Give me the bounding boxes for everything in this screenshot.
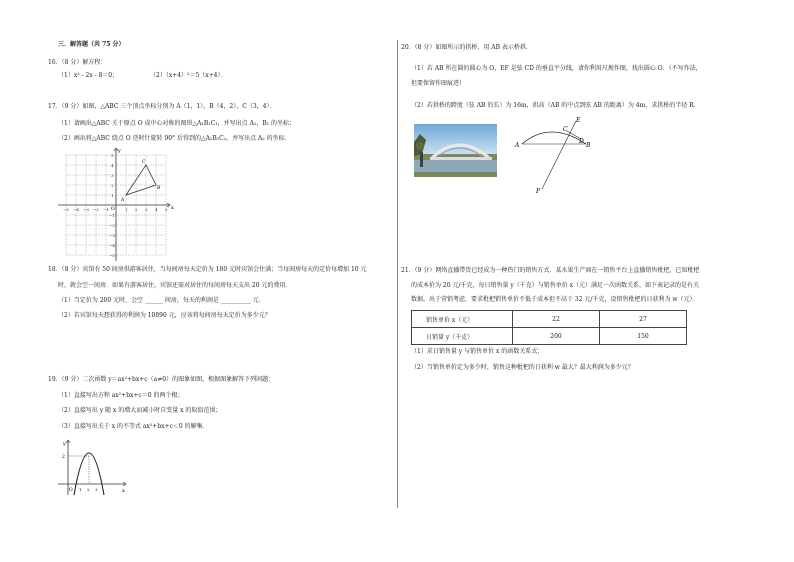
q18-line2: 时，就会空一间房．如果有游客居住，宾馆还需对居住的每间房每天支出 20 元的费用．	[58, 282, 292, 289]
x-tick: −5	[63, 207, 69, 212]
q16-title: 16．（8 分）解方程：	[48, 59, 107, 66]
point-c-label: C	[142, 160, 146, 165]
x-tick: −2	[93, 207, 99, 212]
column-divider	[397, 40, 398, 508]
q19-title: 19．（9 分）二次函数 y＝ax²+bx+c（a≠0）的图象如图，根据图象解答下列问题：	[48, 376, 275, 383]
point-a-label: A	[121, 198, 125, 203]
x-tick: 2	[135, 207, 138, 212]
x-tick: −1	[103, 207, 109, 212]
y-tick: 4	[111, 163, 114, 168]
q17-part1: （1）请画出△ABC 关于原点 O 成中心对称的图形△A₁B₁C₁，并写出点 A₁，B₁ 的坐标；	[58, 120, 296, 127]
point-c: C	[563, 126, 568, 133]
x-tick: 1	[125, 207, 128, 212]
y-tick: 3	[111, 173, 114, 178]
q21-part1: （1）求日销售量 y 与销售单价 x 的函数关系式；	[411, 348, 544, 355]
point-b-label: B	[157, 186, 161, 191]
table-cell: 22	[513, 311, 600, 328]
x-axis-label: x	[122, 488, 125, 494]
x-tick: −3	[83, 207, 89, 212]
arch-geometry-diagram	[512, 113, 592, 195]
x-tick-2: 2	[87, 487, 90, 492]
x-tick: 5	[165, 207, 168, 212]
point-d: D	[579, 138, 584, 145]
y-tick: −5	[109, 253, 115, 258]
arc-ab	[522, 132, 586, 144]
x-tick: −4	[73, 207, 79, 212]
y-tick: −2	[109, 223, 115, 228]
q16-part2: （2）（x+4）²＝5（x+4）．	[150, 72, 227, 79]
point-e: E	[576, 117, 581, 124]
q20-title: 20．（8 分）如图所示的拱桥，用 AB 表示桥拱．	[401, 44, 532, 51]
point-f: F	[536, 188, 541, 195]
q21-line1: 21．（9 分）网络直播带货已经成为一种热门的销售方式．某水果生产商在一销售平台上直播销售枇杷，已知枇杷	[401, 267, 700, 274]
q17-coordinate-grid	[56, 145, 176, 263]
x-tick: 4	[155, 207, 158, 212]
y-tick: −4	[109, 243, 115, 248]
x-tick-3: 3	[95, 487, 98, 492]
q21-part2: （2）当销售单价定为多少时，销售这种枇杷的日获利 w 最大？最大利润为多少元？	[411, 364, 634, 371]
table-cell: 200	[513, 328, 600, 345]
q19-part1: （1）直接写出方程 ax²+bx+c＝0 的两个根；	[58, 392, 184, 399]
table-cell: 27	[600, 311, 687, 328]
origin-label: O	[111, 207, 115, 212]
bridge-photo	[414, 124, 497, 177]
q17-title: 17．（9 分）如图，△ABC 三个顶点坐标分别为 A（1，1），B（4，2），C（3，4）．	[48, 103, 276, 110]
q17-part2: （2）画出将△ABC 绕点 O 逆时针旋转 90° 后得到的△A₂B₂C₂，并写出点 A₂ 的坐标．	[58, 135, 291, 142]
q16-part1: （1）x² - 2x - 8＝0；	[58, 72, 119, 79]
row-header-price: 销售单价 x（元）	[412, 311, 513, 328]
y-tick: 2	[111, 183, 114, 188]
q18-line1: 18．（8 分）宾馆有 50 间房供游客居住，当每间房每天定价为 180 元时宾馆会住满；当每间房每天的定价每增加 10 元	[48, 266, 367, 273]
y-tick: 1	[111, 193, 114, 198]
point-a: A	[515, 142, 520, 149]
origin-label: O	[69, 488, 73, 493]
y-tick: −3	[109, 233, 115, 238]
q20-part2: （2）若拱桥的跨度（弦 AB 的长）为 16m，拱高（AB 的中点到弦 AB 的距离）为 4m，求拱桥的半径 R．	[411, 102, 700, 109]
y-axis-label: y	[63, 441, 66, 447]
table-row	[412, 311, 687, 328]
point-b: B	[586, 142, 591, 149]
q18-part1: （1）当定价为 200 元时，会空 ______ 间房，每天的利润是 __________ 元．	[58, 297, 265, 304]
table-row	[412, 328, 687, 345]
x-tick-1: 1	[79, 487, 82, 492]
price-sales-table	[411, 310, 687, 345]
q20-part1: （1）若 AB 所在圆的圆心为 O，EF 是弦 CD 的垂直平分线，请你利用尺规作图，找出圆心 O．（不写作法，	[411, 65, 702, 72]
q19-part3: （3）直接写出关于 x 的不等式 ax²+bx+c＜0 的解集．	[58, 423, 209, 430]
y-tick: 5	[111, 153, 114, 158]
x-axis-label: x	[171, 205, 174, 211]
q19-part2: （2）直接写出 y 随 x 的增大而减小时自变量 x 的取值范围；	[58, 407, 222, 414]
q19-parabola-graph	[54, 437, 129, 497]
y-tick: −1	[109, 213, 115, 218]
q21-line3: 数据，出于营销考虑，要求枇杷销售单价不低于成本但不高于 32 元/千克，设销售枇杷的日获利为 w（元）．	[411, 296, 699, 303]
y-axis-label: y	[118, 148, 121, 154]
y-tick-2: 2	[62, 455, 65, 460]
table-cell: 150	[600, 328, 687, 345]
section-title: 三．解答题（共 75 分）	[58, 41, 125, 48]
line-ef	[542, 121, 576, 189]
triangle-abc	[126, 165, 156, 195]
row-header-sales: 日销量 y（千克）	[412, 328, 513, 345]
q18-part2: （2）若宾馆每天想获得的利润为 10890 元，应该将每间房每天定价为多少元？	[58, 312, 271, 319]
x-tick: 3	[145, 207, 148, 212]
q21-line2: 的成本价为 20 元/千克，每日销售量 y（千克）与销售单价 x（元）满足一次函数关系，如下表记录的是有关	[411, 282, 700, 289]
q20-part1-continued: 但要保留作图痕迹）	[411, 80, 466, 87]
